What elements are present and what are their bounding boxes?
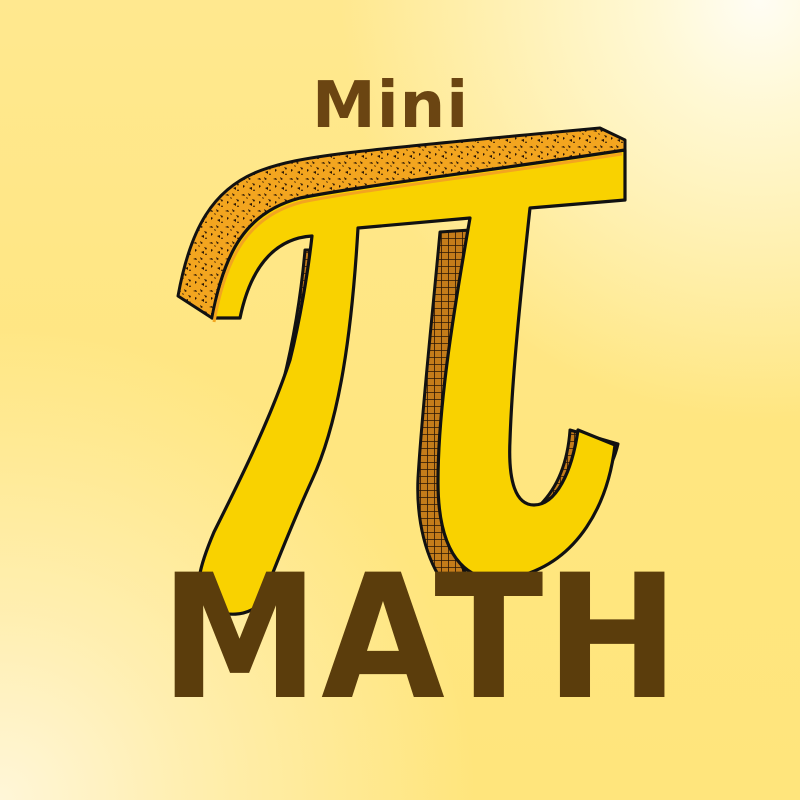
logo-top-word: Mini [312,69,470,143]
logo-bottom-word: MATH [160,537,681,738]
